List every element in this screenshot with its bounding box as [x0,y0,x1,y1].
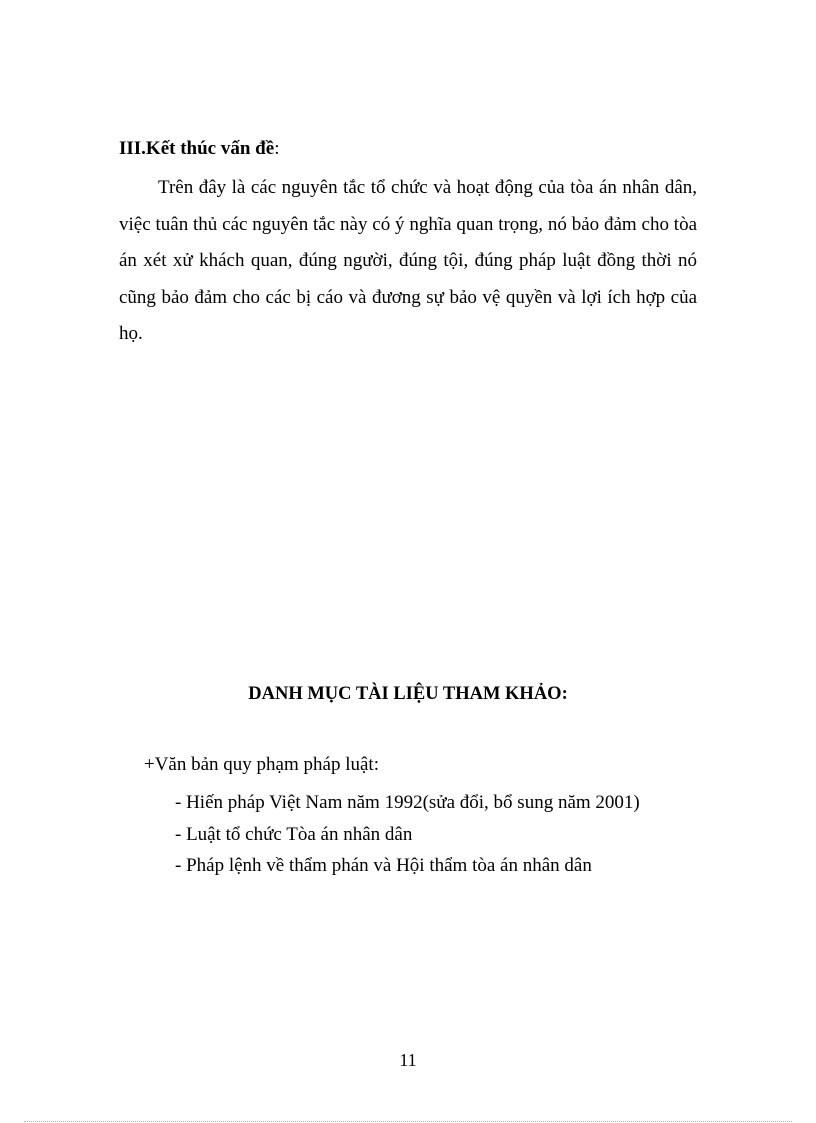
page-number: 11 [399,1050,417,1070]
reference-item-constitution: - Hiến pháp Việt Nam năm 1992(sửa đổi, bổ sung năm 2001) [175,792,640,813]
footer-divider [24,1121,792,1122]
references-title: DANH MỤC TÀI LIỆU THAM KHẢO: [248,684,568,704]
section-heading-text: III.Kết thúc vấn đề [119,138,275,159]
reference-item-court-law: - Luật tổ chức Tòa án nhân dân [175,823,413,845]
reference-item-judges-ordinance: - Pháp lệnh về thẩm phán và Hội thẩm tòa án nhân dân [175,855,592,876]
section-heading-colon: : [274,138,280,159]
conclusion-paragraph: Trên đây là các nguyên tắc tổ chức và hoạt động của tòa án nhân dân, việc tuân thủ các nguyên tắc này có ý nghĩa quan trọng, nó bảo đảm cho tòa án xét xử khách quan, đúng người, đúng tội, đúng pháp luật đồng thời nó cũng bảo đảm cho các bị cáo và đương sự bảo vệ quyền và lợi ích hợp của họ. [119,177,697,345]
references-list [175,787,640,882]
section-heading [119,138,279,160]
references-group-label: +Văn bản quy phạm pháp luật: [144,754,379,775]
